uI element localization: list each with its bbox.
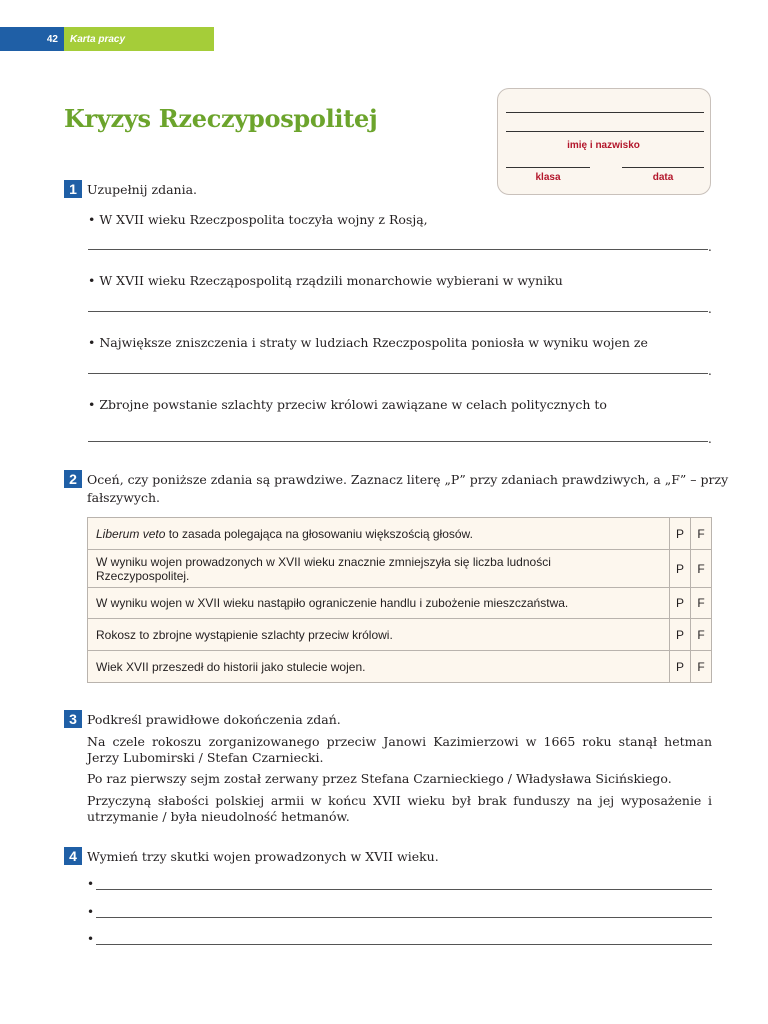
task-2-instruction [87, 472, 729, 506]
task-4-answer-line-1[interactable] [96, 889, 712, 890]
bullet: • [88, 212, 96, 227]
statement-text: to zasada polegająca na głosowaniu większością głosów. [165, 526, 473, 541]
true-option[interactable]: P [670, 651, 691, 683]
statement [88, 518, 670, 550]
name-box [497, 88, 711, 195]
answer-line-2[interactable] [88, 311, 708, 312]
true-option[interactable]: P [670, 588, 691, 619]
task-1-item-1 [88, 212, 428, 228]
name-line-2[interactable] [506, 131, 704, 132]
task-4-number: 4 [64, 847, 82, 865]
statement: W wyniku wojen prowadzonych w XVII wieku znacznie zmniejszyła się liczba ludności Rzeczypospolitej. [88, 550, 670, 588]
task-1-item-2-text: W XVII wieku Rzecząpospolitą rządzili monarchowie wybierani w wyniku [99, 273, 563, 288]
false-option[interactable]: F [691, 518, 712, 550]
task-1-item-3-text: Największe zniszczenia i straty w ludziach Rzeczpospolita poniosła w wyniku wojen ze [99, 335, 648, 350]
statement-italic: Liberum veto [96, 526, 166, 541]
answer-line-4[interactable] [88, 441, 708, 442]
date-line[interactable] [622, 167, 704, 168]
page-title: Kryzys Rzeczypospolitej [64, 104, 378, 133]
line-end: . [708, 432, 712, 446]
task-3-sentence-1[interactable]: Na czele rokoszu zorganizowanego przeciw Janowi Kazimierzowi w 1665 roku stanął hetman Jerzy Lubomirski / Stefan Czarniecki. [87, 734, 712, 765]
task-1-item-4-text: Zbrojne powstanie szlachty przeciw królowi zawiązane w celach politycznych to [99, 397, 607, 412]
page-number: 42 [0, 27, 64, 51]
task-3-instruction: Podkreśl prawidłowe dokończenia zdań. [87, 712, 341, 727]
false-option[interactable]: F [691, 651, 712, 683]
name-caption: imię i nazwisko [567, 140, 640, 151]
bullet: • [88, 335, 96, 350]
class-caption: klasa [535, 172, 561, 183]
task-4-instruction: Wymień trzy skutki wojen prowadzonych w XVII wieku. [87, 849, 439, 864]
bullet: • [87, 877, 95, 891]
task-1-item-1-text: W XVII wieku Rzeczpospolita toczyła wojny z Rosją, [99, 212, 428, 227]
task-3-sentence-3[interactable]: Przyczyną słabości polskiej armii w końcu XVII wieku był brak funduszy na jej wyposażenie i utrzymanie / była nieudolność hetmanów. [87, 793, 712, 824]
answer-line-3[interactable] [88, 373, 708, 374]
true-option[interactable]: P [670, 550, 691, 588]
date-caption: data [652, 172, 674, 183]
bullet: • [88, 273, 96, 288]
bullet: • [87, 932, 95, 946]
task-2-instruction-line-2: fałszywych. [87, 490, 160, 505]
statement: Rokosz to zbrojne wystąpienie szlachty przeciw królowi. [88, 619, 670, 651]
table-row [88, 518, 712, 550]
false-option[interactable]: F [691, 619, 712, 651]
task-2-number: 2 [64, 470, 82, 488]
table-row [88, 550, 712, 588]
task-1-instruction: Uzupełnij zdania. [87, 182, 198, 197]
line-end: . [708, 240, 712, 254]
task-1-item-4 [88, 397, 607, 413]
answer-line-1[interactable] [88, 249, 708, 250]
task-2-instruction-line-1: Oceń, czy poniższe zdania są prawdziwe. Zaznacz literę „P” przy zdaniach prawdziwych, a „F” – przy [87, 472, 729, 487]
table-row [88, 651, 712, 683]
false-option[interactable]: F [691, 550, 712, 588]
bullet: • [87, 905, 95, 919]
task-4-answer-line-2[interactable] [96, 917, 712, 918]
statement: Wiek XVII przeszedł do historii jako stulecie wojen. [88, 651, 670, 683]
bullet: • [88, 397, 96, 412]
name-line-1[interactable] [506, 112, 704, 113]
statement: W wyniku wojen w XVII wieku nastąpiło ograniczenie handlu i zubożenie mieszczaństwa. [88, 588, 670, 619]
line-end: . [708, 302, 712, 316]
class-line[interactable] [506, 167, 590, 168]
task-4-answer-line-3[interactable] [96, 944, 712, 945]
task-1-item-2 [88, 273, 563, 289]
table-row [88, 619, 712, 651]
table-row [88, 588, 712, 619]
true-option[interactable]: P [670, 518, 691, 550]
task-1-item-3 [88, 335, 648, 351]
line-end: . [708, 364, 712, 378]
true-option[interactable]: P [670, 619, 691, 651]
false-option[interactable]: F [691, 588, 712, 619]
task-3-sentence-2[interactable]: Po raz pierwszy sejm został zerwany przez Stefana Czarnieckiego / Władysława Sicińskiego. [87, 771, 672, 786]
true-false-table [87, 517, 712, 683]
task-3-number: 3 [64, 710, 82, 728]
section-label: Karta pracy [64, 27, 214, 51]
task-1-number: 1 [64, 180, 82, 198]
